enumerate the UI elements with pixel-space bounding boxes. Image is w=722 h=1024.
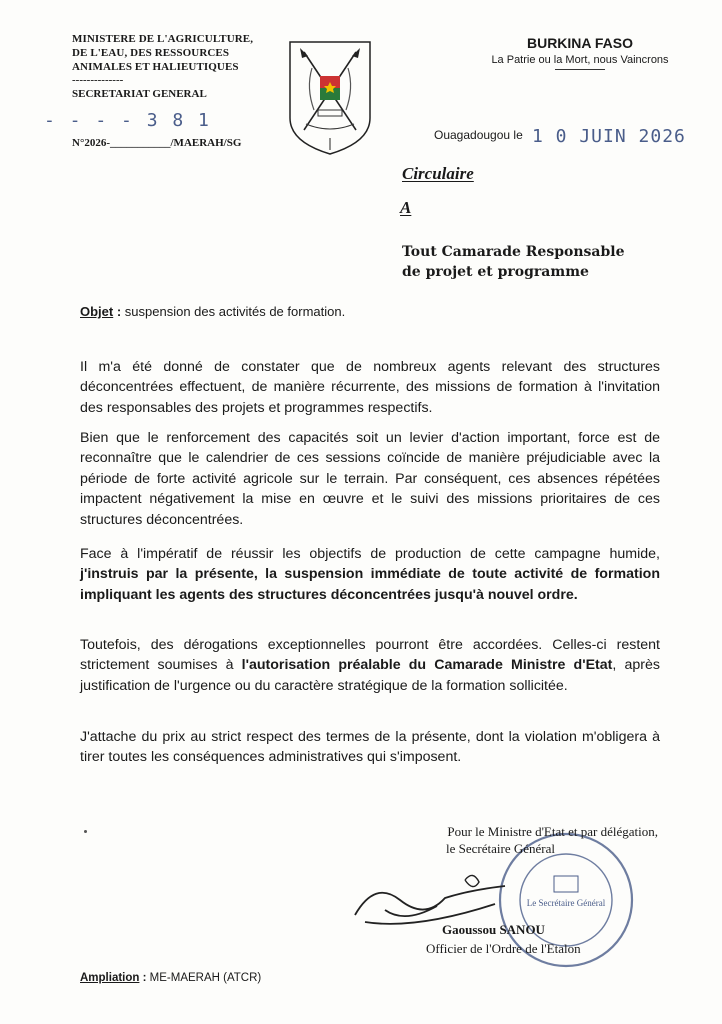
- country-name: BURKINA FASO: [526, 35, 634, 51]
- secretariat-label: SECRETARIAT GENERAL: [72, 88, 207, 100]
- paragraph-text: , après justification de l'urgence ou du caractère stratégique de la formation sollicitée.: [80, 657, 660, 694]
- date-stamp: 1 0 JUIN 2026: [532, 126, 686, 147]
- stamped-number: - - - - 3 8 1: [44, 110, 211, 131]
- national-motto: La Patrie ou la Mort, nous Vaincrons: [491, 54, 669, 66]
- signature-delegation: Pour le Ministre d'Etat et par délégation,: [447, 824, 658, 839]
- subject-line: [80, 304, 345, 319]
- signatory-name: Gaoussou SANOU: [442, 922, 545, 937]
- addressee-prefix: A: [400, 198, 412, 217]
- signatory-rank: Officier de l'Ordre de l'Etalon: [426, 941, 581, 956]
- paragraph-emphasis: j'instruis par la présente, la suspension immédiate de toute activité de formation impliquant les agents des structures déconcentrées jusqu'à nouvel ordre.: [80, 566, 660, 603]
- subject-text: suspension des activités de formation.: [124, 304, 346, 319]
- paragraph-text: Face à l'impératif de réussir les objectifs de production de cette campagne humide,: [80, 546, 660, 562]
- place-label: Ouagadougou le: [434, 128, 523, 142]
- addressee: [402, 242, 624, 282]
- paragraph-text: Toutefois, des dérogations exceptionnelles pourront être accordées. Celles-ci restent strictement soumises à: [80, 637, 660, 674]
- ampliation-sep: :: [139, 972, 150, 984]
- ministry-line: DE L'EAU, DES RESSOURCES: [72, 47, 230, 59]
- seal-text: Le Secrétaire Général: [526, 898, 606, 908]
- paragraph: Il m'a été donné de constater que de nombreux agents relevant des structures déconcentrées effectuent, de manière récurrente, des missions de formation à l'invitation des responsables des projets et programmes respectifs.: [80, 359, 660, 416]
- signature-title: le Secrétaire Général: [446, 841, 555, 856]
- speck: [84, 830, 87, 833]
- coat-of-arms-icon: [284, 38, 376, 156]
- paragraph-emphasis: l'autorisation préalable du Camarade Ministre d'Etat: [241, 657, 613, 674]
- paragraph: J'attache du prix au strict respect des termes de la présente, dont la violation m'obligera à tirer toutes les conséquences administratives qui s'imposent.: [80, 729, 660, 766]
- ministry-name: [72, 32, 282, 74]
- subject-label: Objet: [80, 304, 114, 319]
- ampliation: [80, 972, 261, 984]
- paragraph: [80, 544, 660, 605]
- ampliation-label: Ampliation: [80, 972, 140, 984]
- addressee-line: Tout Camarade Responsable: [402, 244, 625, 260]
- document-type: Circulaire: [402, 164, 474, 183]
- paragraph: Bien que le renforcement des capacités soit un levier d'action important, force est de reconnaître que le calendrier de ces sessions coïncide de manière préjudiciable avec la période de forte activité agricole sur le terrain. Par conséquent, ces absences répétées impactent négativement la mise en œuvre et le suivi des missions prioritaires de ces structures déconcentrées.: [80, 430, 660, 528]
- subject-sep: :: [113, 304, 125, 319]
- ampliation-text: ME-MAERAH (ATCR): [149, 972, 262, 984]
- motto-underline: [555, 69, 605, 70]
- addressee-line: de projet et programme: [402, 264, 589, 280]
- ministry-line: MINISTERE DE L'AGRICULTURE,: [72, 33, 254, 45]
- ministry-line: ANIMALES ET HALIEUTIQUES: [72, 61, 239, 73]
- paragraph: [80, 635, 660, 696]
- header-separator: --------------: [72, 74, 124, 86]
- reference-number: N°2026-___________/MAERAH/SG: [72, 137, 242, 149]
